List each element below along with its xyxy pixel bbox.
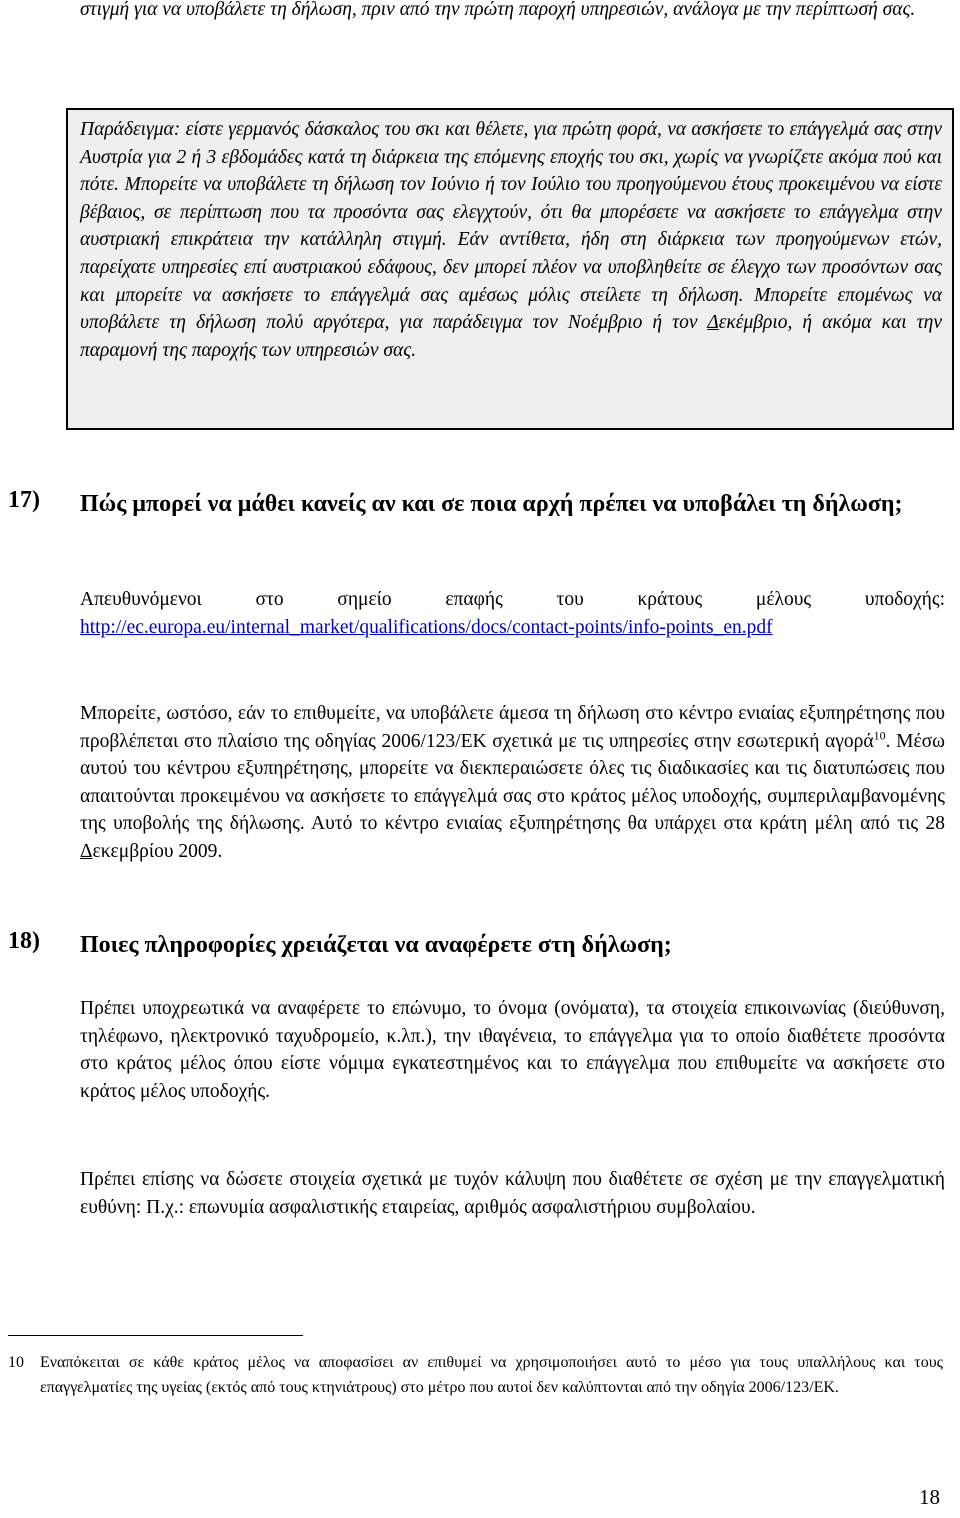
question-18-paragraph-1: Πρέπει υποχρεωτικά να αναφέρετε το επώνυμο, το όνομα (ονόματα), τα στοιχεία επικοινωνίας (διεύθυνση, τηλέφωνο, ηλεκτρονικό ταχυδρομείο, κ.λπ.), την ιθαγένεια, το επάγγελμα για το οποίο διαθέτετε προσόντα στο κράτος μέλος όπου είστε νόμιμα εγκατεστημένος και το επάγγελμα που επιθυμείτε να ασκήσετε στο κράτος μέλος υποδοχής.	[80, 998, 945, 1102]
question-18-number: 18)	[8, 928, 40, 954]
page-number: 18	[919, 1485, 940, 1509]
footnote-mark: 10	[8, 1354, 24, 1371]
question-17-number: 17)	[8, 487, 40, 513]
intro-paragraph	[80, 0, 945, 24]
contact-points-link[interactable]: http://ec.europa.eu/internal_market/qualifications/docs/contact-points/info-points_en.pdf	[80, 616, 773, 638]
footnote	[8, 1350, 945, 1400]
example-text-start: Παράδειγμα: είστε γερμανός δάσκαλος του σκι και θέλετε, για πρώτη φορά, να ασκήσετε το επάγγελμά σας στην Αυστρία για 2 ή 3 εβδομάδες κατά τη διάρκεια της επόμενης εποχής του σκι, χωρίς να γνωρίζετε ακόμα πού και πότε. Μπορείτε να υποβάλετε τη δήλωση τον Ιούνιο ή τον Ιούλιο του προηγούμενου έτους προκειμένου να είστε βέβαιος, σε περίπτωση που τα προσόντα σας ελεγχτούν, ότι θα μπορέσετε να ασκήσετε το επάγγελμα στην αυστριακή επικράτεια την κατάλληλη στιγμή. Εάν αντίθετα, ήδη στη διάρκεια των προηγούμενων ετών, παρείχατε υπηρεσίες επί αυστριακού εδάφους, δεν μπορεί πλέον να υποβληθείτε σε έλεγχο των προσόντων σας και μπορείτε να ασκήσετε το επάγγελμά σας αμέσως μόλις στείλετε τη δήλωση. Μπορείτε επομένως να υποβάλετε τη δήλωση πολύ αργότερα, για παράδειγμα τον Νοέμβριο ή τον	[80, 119, 942, 334]
question-17-p2-before: Μπορείτε, ωστόσο, εάν το επιθυμείτε, να υποβάλετε άμεσα τη δήλωση στο κέντρο ενιαίας εξυπηρέτησης που προβλέπεται στο πλαίσιο της οδηγίας 2006/123/ΕΚ σχετικά με τις υπηρεσίες στην εσωτερική αγορά	[80, 703, 945, 752]
question-17-paragraph-1	[80, 586, 945, 641]
question-18-paragraph-2: Πρέπει επίσης να δώσετε στοιχεία σχετικά με τυχόν κάλυψη που διαθέτετε σε σχέση με την επαγγελματική ευθύνη: Π.χ.: επωνυμία ασφαλιστικής εταιρείας, αριθμός ασφαλιστήριου συμβολαίου.	[80, 1169, 945, 1218]
example-text-end: εκέμβριο, ή ακόμα και την παραμονή της παροχής των υπηρεσιών σας.	[80, 312, 942, 361]
question-17-p2-after: . Μέσω αυτού του κέντρου εξυπηρέτησης, μπορείτε να διεκπεραιώσετε όλες τις διαδικασίες και τις διατυπώσεις που απαιτούνται προκειμένου να ασκήσετε το επάγγελμά σας στο κράτος μέλος υποδοχής, συμπεριλαμβανομένης της υποβολής της δήλωσης. Αυτό το κέντρο ενιαίας εξυπηρέτησης θα υπάρχει στα κράτη μέλη από τις 28	[80, 730, 945, 834]
question-17-p2-underlined: Δ	[80, 840, 93, 862]
footnote-text: Εναπόκειται σε κάθε κράτος μέλος να αποφασίσει αν επιθυμεί να χρησιμοποιήσει αυτό το μέσο για τους υπαλλήλους και τους επαγγελματίες της υγείας (εκτός από τους κτηνιάτρους) στο μέτρο που αυτοί δεν καλύπτονται από την οδηγία 2006/123/ΕΚ.	[40, 1354, 943, 1396]
example-text-underlined: Δ	[707, 312, 719, 334]
footnote-divider	[8, 1335, 303, 1336]
question-17-paragraph-2	[80, 700, 945, 865]
footnote-reference[interactable]: 10	[873, 728, 886, 742]
example-box	[66, 108, 954, 430]
example-paragraph	[80, 116, 942, 364]
question-17-p2-end: εκεμβρίου 2009.	[92, 840, 223, 862]
question-17-contact-text: Απευθυνόμενοι στο σημείο επαφής του κράτους μέλους υποδοχής:	[80, 589, 945, 610]
question-17-title: Πώς μπορεί να μάθει κανείς αν και σε ποια αρχή πρέπει να υποβάλει τη δήλωση;	[80, 491, 903, 517]
intro-text: στιγμή για να υποβάλετε τη δήλωση, πριν από την πρώτη παροχή υπηρεσιών, ανάλογα με την περίπτωσή σας.	[80, 0, 916, 20]
question-18-title: Ποιες πληροφορίες χρειάζεται να αναφέρετε στη δήλωση;	[80, 932, 672, 958]
